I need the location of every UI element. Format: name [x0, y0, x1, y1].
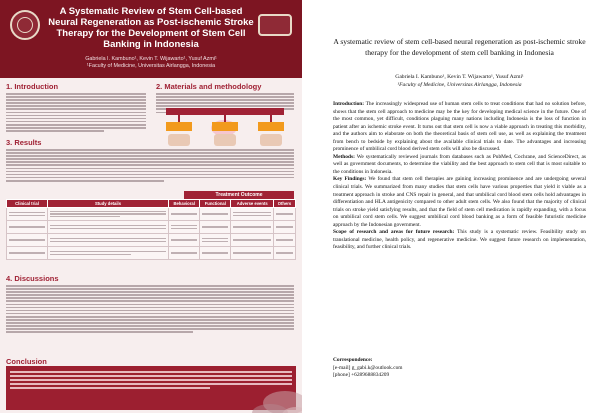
correspondence-phone: [phone] +6289688834209 — [333, 372, 390, 379]
poster-method-diagram — [156, 108, 294, 148]
poster-introduction-heading: 1. Introduction — [6, 82, 59, 91]
table-header-cell: Clinical trial — [7, 200, 48, 208]
introduction-text: The increasingly widespread use of human stem cells to treat conditions that had no solution before, shows that the stem cell approach to medicine may be the key for developing medical science in the future. One of the most common, yet difficult, conditions plaguing many nations including Indonesia is the loss of function in patient after an ischemic stroke event. It turns out that stem cell is now a viable approach in treating this morbidity, and the authors aim to elaborate on both the theoretical basis of stem cell use, as well as explaining the treatment from bench to bedside by explaining about the available clinical trials to date. The advantages and increasing prominence of umbilical cord blood derived stem cells will also be discussed. — [333, 101, 586, 153]
poster-materials-heading: 2. Materials and methodology — [156, 82, 262, 91]
table-header-row — [7, 200, 296, 208]
poster-title: A Systematic Review of Stem Cell-based Neural Regeneration as Post-ischemic Stroke Therapy for the Development of Stem Cell Banking in Indonesia — [48, 6, 254, 50]
poster-discussions-text — [6, 285, 294, 335]
abstract-affiliation: ¹Faculty of Medicine, Universitas Airlangga, Indonesia — [397, 81, 522, 88]
correspondence-label: Correspondence: — [333, 357, 373, 363]
table-row — [7, 208, 296, 221]
abstract-body — [333, 101, 586, 252]
abstract-title: A systematic review of stem cell-based neural regeneration as post-ischemic stroke therapy for the development of stem cell banking in Indonesia — [333, 37, 586, 58]
poster-results-heading: 3. Results — [6, 138, 42, 147]
correspondence-email: [e-mail] g_gabi.k@outlook.com — [333, 364, 403, 371]
poster-discussions-heading: 4. Discussions — [6, 274, 59, 283]
scope-label: Scope of research and areas for future research: — [333, 229, 455, 236]
table-header-cell: Study details — [48, 200, 169, 208]
methods-label: Methods: — [333, 153, 355, 160]
table-row — [7, 221, 296, 234]
poster-header — [0, 0, 302, 78]
poster-results-text — [6, 149, 294, 183]
poster-body — [6, 82, 296, 410]
decorative-petals-icon — [230, 363, 302, 413]
abstract-author-list: Gabriela I. Kambuno¹, Kevin T. Wijawarto¹, Yusuf Azmi¹ — [395, 74, 524, 80]
university-seal-icon — [10, 10, 40, 40]
poster-table-group-header: Treatment Outcome — [184, 191, 294, 199]
abstract-page — [333, 0, 586, 413]
correspondence-block — [333, 357, 586, 380]
table-header-cell: Functional — [200, 200, 231, 208]
poster-conclusion-heading: Conclusion — [6, 357, 47, 366]
poster-clinical-table — [6, 199, 296, 260]
findings-text: We found that stem cell therapies are gaining increasing prominence and are undergoing several clinical trials. We summarized from many studies that stem cells have various properties that yield it viable as a treatment approach in stroke and CNS repair in general, and that umbilical cord blood stem cells hold advantages in differentiation and HLA antigenicity compared to other adult stem cells. We also found that the majority of clinical trials on stroke yield satisfying results, and that the field of stem cell medication is rapidly expanding, with a focus on umbilical cord stem cells. We suggest umbilical cord blood banking as a form of feasible futuristic medicine approach by the Indonesian government. — [333, 176, 586, 228]
poster-author-list: Gabriela I. Kambuno¹, Kevin T. Wijawarto¹, Yusuf Azmi¹ — [85, 56, 217, 62]
table-row — [7, 234, 296, 247]
scope-text: This study is a systematic review. Feasibility study on translational medicine, health policy, and regenerative medicine. We suggest future research on implementation, feasibility, and further clinical trials. — [333, 229, 586, 251]
poster-introduction-text — [6, 93, 146, 133]
table-header-cell: Others — [274, 200, 296, 208]
abstract-authors — [333, 74, 586, 89]
introduction-label: Introduction: — [333, 101, 365, 107]
table-header-cell: Adverse events — [231, 200, 274, 208]
table-row — [7, 247, 296, 260]
methods-text: We systematically reviewed journals from databases such as PubMed, Cochrane, and ScienceDirect, as well as government documents, to determine the viability and the best approach to stem cell that is most suitable to the conditions in Indonesia. — [333, 153, 586, 175]
poster-authors — [48, 56, 254, 70]
findings-label: Key Findings: — [333, 176, 367, 183]
conference-logo-icon — [258, 14, 292, 36]
table-header-cell: Behavioral — [169, 200, 200, 208]
poster-affiliation: ¹Faculty of Medicine, Universitas Airlangga, Indonesia — [86, 63, 216, 69]
